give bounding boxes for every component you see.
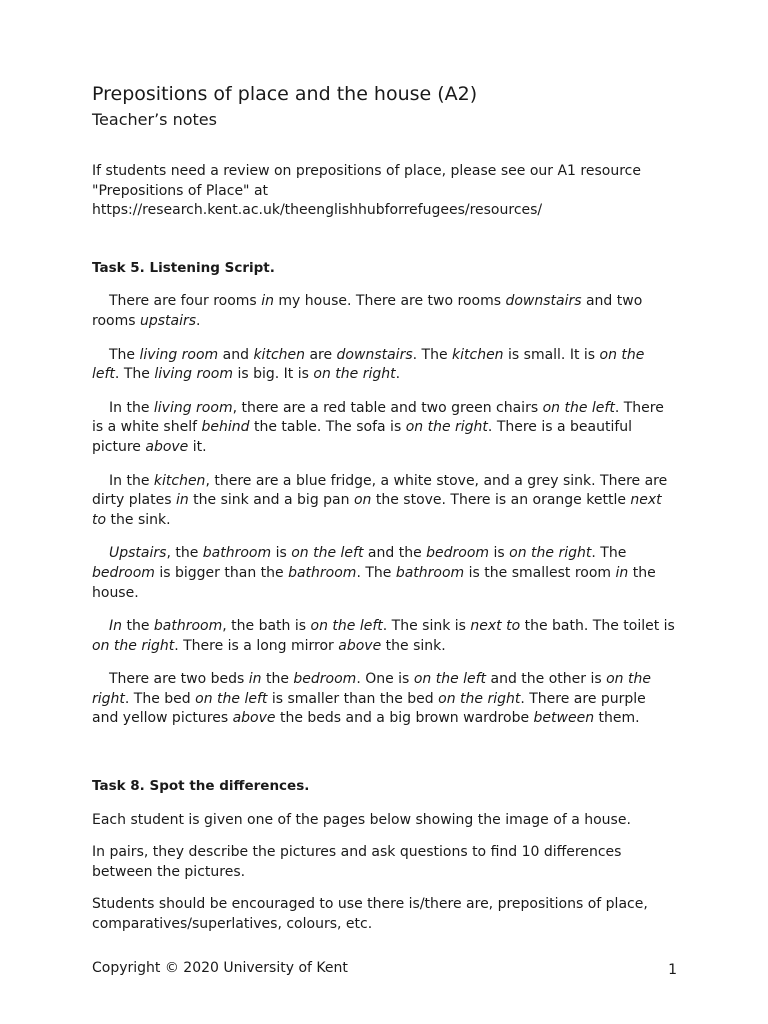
instruction-paragraph: Each student is given one of the pages below showing the image of a house. bbox=[92, 811, 631, 828]
intro-line-1: If students need a review on prepositions of place, please see our A1 resource bbox=[92, 163, 641, 179]
script-paragraph bbox=[92, 292, 676, 331]
text-run: the bath. The toilet is bbox=[520, 618, 675, 635]
text-run: the stove. There is an orange kettle bbox=[371, 492, 631, 509]
text-run: is big. It is bbox=[233, 366, 314, 383]
italic-phrase: on the left bbox=[413, 671, 487, 688]
italic-phrase: in bbox=[248, 671, 262, 688]
italic-phrase: Upstairs bbox=[109, 545, 167, 562]
resource-link[interactable]: https://research.kent.ac.uk/theenglishhubforrefugees/resources/ bbox=[92, 202, 543, 219]
italic-phrase: bathroom bbox=[288, 564, 357, 581]
italic-phrase: bathroom bbox=[202, 545, 272, 562]
document-page bbox=[92, 80, 676, 948]
text-run: . There is a long mirror bbox=[174, 637, 339, 654]
italic-phrase: living room bbox=[153, 399, 233, 416]
text-run: is smaller than the bed bbox=[267, 690, 439, 707]
text-run: . The bbox=[356, 564, 396, 581]
script-paragraph bbox=[92, 617, 676, 656]
script-paragraph bbox=[92, 472, 676, 531]
text-run: the beds and a big brown wardrobe bbox=[275, 710, 534, 727]
italic-phrase: on the left bbox=[310, 618, 383, 635]
text-run: . The bbox=[591, 545, 627, 562]
intro-line-2: "Prepositions of Place" at bbox=[92, 182, 269, 199]
italic-phrase: in bbox=[261, 293, 274, 310]
italic-phrase: downstairs bbox=[336, 346, 413, 363]
text-run: . The bed bbox=[124, 690, 196, 707]
text-run: . There are purple and yellow pictures bbox=[92, 690, 646, 727]
text-run: . There is a beautiful picture bbox=[92, 419, 633, 455]
italic-phrase: in bbox=[615, 564, 629, 581]
script-paragraph bbox=[92, 346, 676, 385]
italic-phrase: on the right bbox=[313, 366, 396, 383]
italic-phrase: kitchen bbox=[253, 346, 305, 363]
page-subtitle: Teacher’s notes bbox=[92, 110, 217, 129]
text-run: is small. It is bbox=[503, 346, 600, 363]
text-run: There are two beds bbox=[109, 671, 249, 688]
copyright-notice: Copyright © 2020 University of Kent bbox=[92, 960, 348, 976]
text-run: the bbox=[261, 671, 294, 688]
italic-phrase: on the right bbox=[92, 671, 651, 707]
text-run: and the other is bbox=[486, 671, 607, 688]
italic-phrase: on the left bbox=[542, 399, 615, 416]
text-run: . There is a white shelf bbox=[92, 399, 664, 436]
italic-phrase: upstairs bbox=[139, 312, 197, 329]
script-paragraph bbox=[92, 399, 676, 458]
script-paragraph bbox=[92, 670, 676, 729]
text-run: the house. bbox=[92, 564, 656, 601]
instruction-paragraph: In pairs, they describe the pictures and ask questions to find 10 differences between the pictures. bbox=[92, 844, 622, 880]
text-run: the bbox=[122, 618, 154, 635]
text-run: In the bbox=[109, 472, 154, 489]
text-run: The bbox=[109, 346, 140, 363]
text-run: them. bbox=[594, 710, 640, 727]
italic-phrase: living room bbox=[139, 346, 219, 363]
script-paragraph bbox=[92, 544, 676, 603]
text-run: is bigger than the bbox=[154, 564, 289, 581]
italic-phrase: on the left bbox=[195, 690, 268, 707]
text-run: are bbox=[305, 346, 337, 363]
page-number: 1 bbox=[668, 962, 677, 978]
italic-phrase: bedroom bbox=[293, 671, 357, 688]
text-run: , there are a red table and two green chairs bbox=[232, 399, 543, 416]
italic-phrase: above bbox=[145, 438, 189, 455]
text-run: There are four rooms bbox=[109, 293, 262, 310]
italic-phrase: bathroom bbox=[153, 618, 223, 635]
text-run: the sink. bbox=[106, 511, 171, 528]
text-run: , there are a blue fridge, a white stove, and a grey sink. There are dirty plates bbox=[92, 472, 668, 509]
text-run: . The bbox=[412, 346, 453, 363]
italic-phrase: next to bbox=[92, 492, 662, 528]
text-run: . The sink is bbox=[382, 618, 471, 635]
italic-phrase: on the right bbox=[509, 545, 592, 562]
italic-phrase: on the right bbox=[405, 419, 488, 436]
text-run: . bbox=[395, 366, 401, 383]
italic-phrase: above bbox=[232, 710, 276, 727]
italic-phrase: kitchen bbox=[452, 346, 504, 363]
italic-phrase: kitchen bbox=[153, 472, 206, 489]
text-run: is bbox=[489, 545, 510, 562]
italic-phrase: between bbox=[533, 710, 595, 727]
text-run: . One is bbox=[356, 671, 414, 688]
italic-phrase: bathroom bbox=[395, 564, 465, 581]
text-run: the table. The sofa is bbox=[249, 419, 406, 436]
text-run: and bbox=[218, 346, 254, 363]
task8-instructions bbox=[92, 811, 676, 935]
text-run: . bbox=[196, 312, 201, 329]
text-run: , the bbox=[166, 545, 203, 562]
italic-phrase: on bbox=[353, 492, 372, 509]
italic-phrase: In bbox=[109, 618, 123, 635]
text-run: the sink and a big pan bbox=[188, 492, 354, 509]
text-run: is bbox=[271, 545, 292, 562]
text-run: , the bath is bbox=[222, 618, 311, 635]
text-run: and two rooms bbox=[92, 293, 643, 329]
text-run: and the bbox=[363, 545, 427, 562]
text-run: it. bbox=[188, 438, 207, 455]
italic-phrase: on the right bbox=[438, 690, 521, 707]
task5-heading: Task 5. Listening Script. bbox=[92, 259, 275, 276]
italic-phrase: on the left bbox=[291, 545, 364, 562]
text-run: In the bbox=[109, 399, 154, 416]
italic-phrase: bedroom bbox=[426, 545, 490, 562]
instruction-paragraph: Students should be encouraged to use there is/there are, prepositions of place, comparatives/superlatives, colours, etc. bbox=[92, 896, 648, 933]
intro-paragraph bbox=[92, 162, 676, 221]
text-run: my house. There are two rooms bbox=[273, 293, 506, 310]
italic-phrase: on the left bbox=[92, 346, 645, 383]
italic-phrase: living room bbox=[154, 366, 234, 383]
italic-phrase: bedroom bbox=[92, 564, 155, 581]
italic-phrase: in bbox=[175, 492, 189, 509]
task5-script bbox=[92, 292, 676, 729]
italic-phrase: on the right bbox=[92, 637, 175, 654]
italic-phrase: downstairs bbox=[505, 293, 582, 310]
italic-phrase: above bbox=[338, 637, 382, 654]
text-run: . The bbox=[114, 366, 155, 383]
italic-phrase: next to bbox=[470, 618, 521, 635]
page-title: Prepositions of place and the house (A2) bbox=[92, 83, 478, 105]
text-run: is the smallest room bbox=[464, 564, 616, 581]
text-run: the sink. bbox=[381, 637, 446, 654]
italic-phrase: behind bbox=[201, 419, 250, 436]
task8-heading: Task 8. Spot the differences. bbox=[92, 778, 310, 795]
